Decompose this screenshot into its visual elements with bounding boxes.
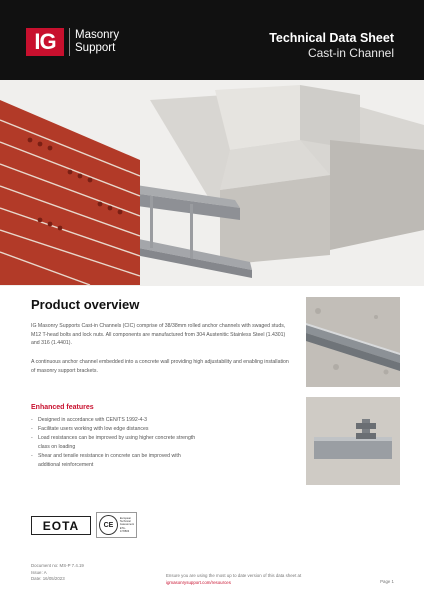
bolt-photo	[306, 397, 400, 485]
overview-paragraph-2: A continuous anchor channel embedded into a concrete wall providing high adjustability and enabling installation of masonry support brackets.	[31, 359, 289, 374]
ce-mark-icon: CE	[99, 515, 118, 535]
page-number: Page 1	[380, 579, 394, 584]
features-heading: Enhanced features	[31, 404, 94, 411]
overview-paragraph-1: IG Masonry Supports Cast-in Channels (CIC) comprise of 38/38mm rolled anchor channels with swaged studs, M12 T-head bolts and lock nuts. All components are manufactured from 304 Austenitic Stainless Steel (1.4301) and 316 (1.4401).	[31, 323, 286, 347]
logo-line2: Support	[75, 42, 116, 54]
eota-logo: EOTA	[31, 516, 91, 535]
sheet-subtitle: Cast-in Channel	[307, 46, 394, 60]
document-issue: Issue: A	[31, 569, 47, 575]
features-list	[31, 416, 281, 470]
logo-line1: Masonry	[75, 29, 120, 41]
document-number: Document no: MS-P 7.4.19	[31, 563, 84, 568]
header-bar	[0, 0, 424, 80]
feature-item: - Designed in accordance with CEN/TS 1992-4-3	[31, 416, 281, 425]
version-notice	[166, 573, 301, 586]
resources-link[interactable]: igmasonrysupport.com/resources	[166, 579, 231, 585]
logo-text	[75, 29, 119, 55]
document-date: Date: 16/05/2023	[31, 576, 65, 581]
channel-photo	[306, 297, 400, 387]
sheet-title: Technical Data Sheet	[269, 31, 394, 45]
logo-divider	[69, 28, 70, 56]
feature-item: - Facilitate users working with low edge distances	[31, 425, 281, 434]
overview-heading: Product overview	[31, 297, 140, 312]
feature-item-continuation: additional reinforcement	[38, 462, 94, 468]
title-block	[269, 31, 394, 60]
ce-mark-badge	[96, 512, 137, 538]
version-notice-text: Ensure you are using the most up to date version of this data sheet at	[166, 573, 302, 578]
logo-mark: IG	[26, 28, 64, 56]
wall-illustration	[0, 80, 424, 286]
feature-item: - Load resistances can be improved by using higher concrete strength	[31, 434, 281, 443]
hero-illustration	[0, 80, 424, 286]
feature-item-continuation: class on loading	[38, 444, 76, 450]
ig-logo	[26, 28, 119, 56]
document-info	[31, 563, 84, 583]
ce-mark-text: European Technical Assessment ETA-17/0803	[119, 516, 134, 533]
feature-item: - Shear and tensile resistance in concrete can be improved with	[31, 452, 281, 461]
